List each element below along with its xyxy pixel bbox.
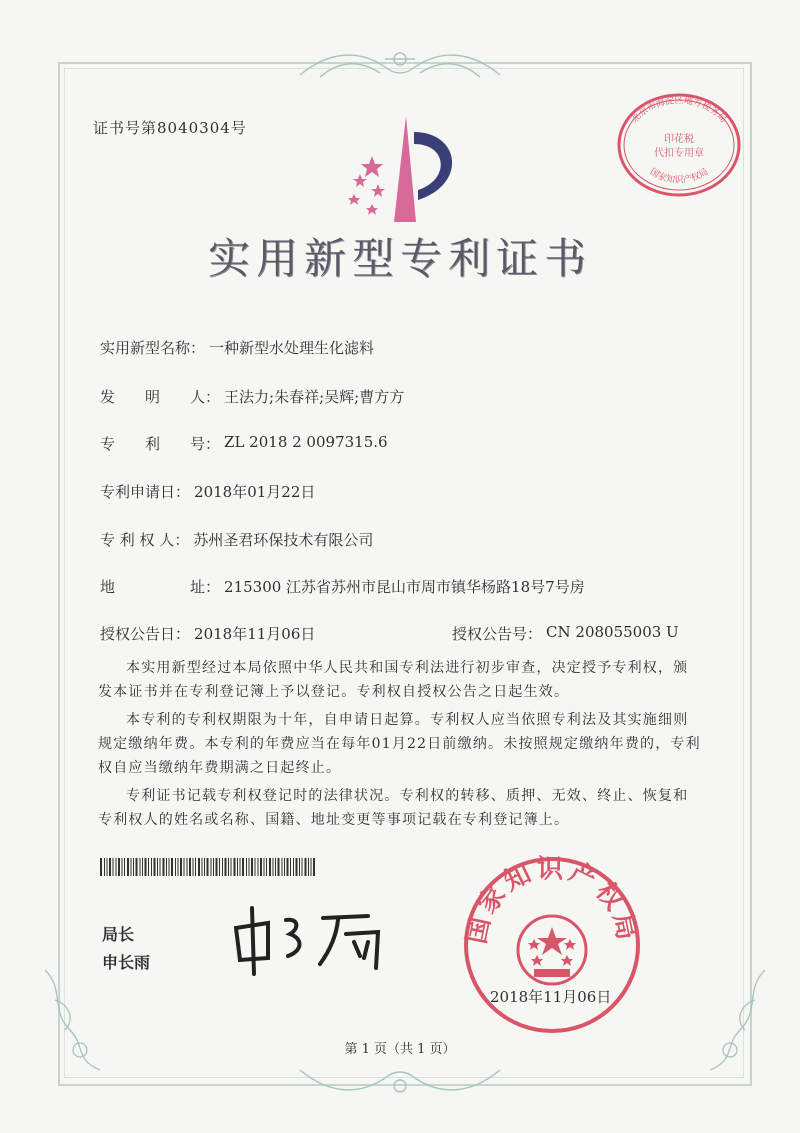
patent-emblem-icon <box>330 112 480 224</box>
director-name: 申长雨 <box>102 953 151 972</box>
seal-top-inner1: 印花税 <box>664 134 694 145</box>
field-value: 215300 江苏省苏州市昆山市周市镇华杨路18号7号房 <box>224 578 585 596</box>
field-colon: ： <box>205 578 221 596</box>
director-title: 局长 <box>102 925 135 944</box>
ornament-icon <box>690 960 780 1080</box>
field-colon: ： <box>205 388 221 406</box>
star-icon <box>348 156 385 215</box>
field-label: 专 利 号 <box>100 435 206 453</box>
field-colon: ： <box>205 435 221 453</box>
field-patent-number <box>100 433 388 454</box>
field-address <box>100 576 585 597</box>
field-label: 地 址 <box>100 578 206 596</box>
seal-top-inner2: 代扣专用章 <box>654 148 704 159</box>
field-utility-model-name <box>100 337 374 358</box>
issue-date: 2018年11月06日 <box>490 988 612 1006</box>
seal-big-text: 国家知识产权局 <box>462 855 642 947</box>
field-application-date <box>100 481 315 502</box>
ornament-icon <box>290 45 510 85</box>
national-emblem-icon <box>518 916 586 984</box>
barcode-icon <box>100 858 315 876</box>
field-value: 2018年01月22日 <box>194 483 316 501</box>
field-label: 授权公告号 <box>452 625 528 643</box>
field-value: ZL 2018 2 0097315.6 <box>224 433 388 451</box>
paragraph-term: 本专利的专利权期限为十年，自申请日起算。专利权人应当依照专利法及其实施细则规定缴纳年费。本专利的年费应当在每年01月22日前缴纳。未按照规定缴纳年费的，专利权自应当缴纳年费期满之日起终止。 <box>98 712 701 776</box>
seal-top-bottom-text: 国家知识产权局 <box>647 167 711 186</box>
field-value: 2018年11月06日 <box>194 625 316 643</box>
paragraph-legal-status: 专利证书记载专利权登记时的法律状况。专利权的转移、质押、无效、终止、恢复和专利权人的姓名或名称、国籍、地址变更等事项记载在专利登记簿上。 <box>98 788 689 828</box>
field-colon: ： <box>174 531 190 549</box>
field-label: 实用新型名称 <box>100 339 191 357</box>
field-inventors <box>100 386 404 407</box>
paragraph-grant: 本实用新型经过本局依照中华人民共和国专利法进行初步审查，决定授予专利权，颁发本证书并在专利登记簿上予以登记。专利权自授权公告之日起生效。 <box>98 660 689 700</box>
field-colon: ： <box>527 625 543 643</box>
field-value: 一种新型水处理生化滤料 <box>209 339 375 357</box>
field-label: 专利申请日 <box>100 483 176 501</box>
ornament-icon <box>290 1060 510 1100</box>
certificate-number: 证书号第8040304号 <box>93 119 247 137</box>
field-label: 授权公告日 <box>100 625 176 643</box>
field-colon: ： <box>190 339 206 357</box>
field-announcement-number <box>452 623 679 644</box>
ornament-icon <box>30 960 120 1080</box>
field-patentee <box>100 529 373 550</box>
field-value: 王法力;朱春祥;吴辉;曹方方 <box>224 388 405 406</box>
field-label: 专 利 权 人 <box>100 531 175 549</box>
page-footer: 第 1 页（共 1 页） <box>344 1042 456 1057</box>
field-colon: ： <box>175 483 191 501</box>
seal-top-outer-text: 北京市海淀区地方税务局 <box>630 96 728 126</box>
certificate-title: 实用新型专利证书 <box>207 234 592 283</box>
signature-icon <box>228 898 408 978</box>
field-colon: ： <box>175 625 191 643</box>
tax-seal <box>614 90 744 200</box>
field-grant-date <box>100 623 315 644</box>
field-value: 苏州圣君环保技术有限公司 <box>193 531 374 549</box>
field-value: CN 208055003 U <box>546 623 679 641</box>
national-seal <box>462 855 642 1035</box>
field-label: 发 明 人 <box>100 388 206 406</box>
